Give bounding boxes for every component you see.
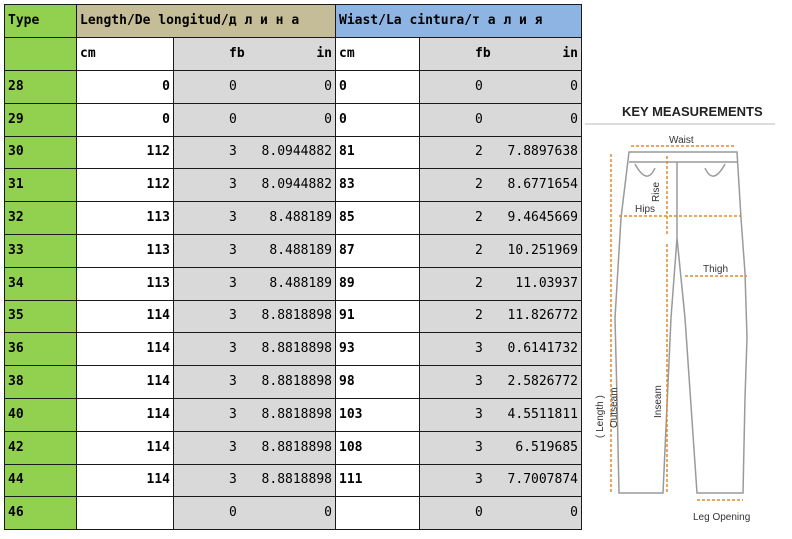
table-row — [5, 300, 582, 333]
cell-length-fb: 3 — [229, 144, 237, 160]
cell-waist-fb: 2 — [475, 308, 483, 324]
cell-length-fb: 0 — [229, 111, 237, 127]
diagram-title: KEY MEASUREMENTS — [622, 104, 763, 119]
cell-waist-cm[interactable]: 89 — [336, 267, 420, 300]
header-length[interactable]: Length/De longitud/д л и н а — [77, 5, 336, 38]
cell-waist-fb-in[interactable] — [420, 202, 582, 235]
cell-waist-fb: 3 — [475, 341, 483, 357]
cell-length-cm[interactable]: 113 — [77, 202, 174, 235]
table-row — [5, 136, 582, 169]
cell-length-cm[interactable] — [77, 497, 174, 530]
cell-waist-fb-in[interactable] — [420, 136, 582, 169]
cell-waist-in: 8.6771654 — [507, 177, 578, 193]
table-row — [5, 234, 582, 267]
cell-length-fb-in[interactable] — [174, 431, 336, 464]
subheader-length-in: in — [316, 46, 332, 61]
cell-length-cm[interactable]: 113 — [77, 267, 174, 300]
table-row — [5, 202, 582, 235]
label-rise: Rise — [651, 181, 662, 202]
table-row — [5, 103, 582, 136]
cell-waist-fb-in[interactable] — [420, 398, 582, 431]
cell-length-fb-in[interactable] — [174, 366, 336, 399]
cell-length-in: 8.0944882 — [261, 144, 332, 160]
cell-type[interactable]: 46 — [5, 497, 77, 530]
cell-length-in: 8.8818898 — [261, 341, 332, 357]
cell-waist-fb: 2 — [475, 242, 483, 258]
cell-waist-in: 9.4645669 — [507, 210, 578, 226]
cell-type[interactable]: 33 — [5, 234, 77, 267]
cell-waist-cm[interactable] — [336, 497, 420, 530]
cell-length-in: 8.8818898 — [261, 439, 332, 455]
label-thigh: Thigh — [703, 264, 729, 275]
cell-length-fb-in[interactable] — [174, 497, 336, 530]
cell-length-cm[interactable]: 114 — [77, 366, 174, 399]
subheader-waist-cm[interactable]: cm — [336, 38, 420, 71]
cell-length-in: 8.488189 — [269, 275, 332, 291]
cell-waist-cm[interactable]: 85 — [336, 202, 420, 235]
cell-waist-in: 4.5511811 — [507, 406, 578, 422]
cell-waist-cm[interactable]: 103 — [336, 398, 420, 431]
cell-length-in: 0 — [324, 111, 332, 127]
cell-length-fb: 3 — [229, 341, 237, 357]
cell-waist-fb: 3 — [475, 439, 483, 455]
cell-length-fb-in[interactable] — [174, 234, 336, 267]
cell-waist-cm[interactable]: 111 — [336, 464, 420, 497]
cell-waist-fb-in[interactable] — [420, 103, 582, 136]
label-hips: Hips — [635, 204, 656, 215]
cell-waist-in: 10.251969 — [507, 242, 578, 258]
cell-length-cm[interactable]: 112 — [77, 136, 174, 169]
cell-length-fb-in[interactable] — [174, 464, 336, 497]
cell-waist-fb: 0 — [475, 78, 483, 94]
cell-type[interactable]: 38 — [5, 366, 77, 399]
cell-waist-fb: 2 — [475, 275, 483, 291]
cell-length-fb: 0 — [229, 505, 237, 521]
cell-waist-fb-in[interactable] — [420, 497, 582, 530]
cell-length-fb: 3 — [229, 472, 237, 488]
cell-length-fb: 3 — [229, 275, 237, 291]
cell-waist-fb: 3 — [475, 374, 483, 390]
cell-length-fb-in[interactable] — [174, 333, 336, 366]
table-row — [5, 267, 582, 300]
cell-length-fb-in[interactable] — [174, 398, 336, 431]
cell-length-fb: 3 — [229, 374, 237, 390]
subheader-waist-in: in — [562, 46, 578, 61]
cell-length-cm[interactable]: 0 — [77, 71, 174, 104]
cell-length-fb-in[interactable] — [174, 169, 336, 202]
cell-length-fb: 3 — [229, 210, 237, 226]
table-row — [5, 71, 582, 104]
cell-type[interactable]: 42 — [5, 431, 77, 464]
cell-length-cm[interactable]: 0 — [77, 103, 174, 136]
cell-waist-fb-in[interactable] — [420, 234, 582, 267]
cell-waist-cm[interactable]: 87 — [336, 234, 420, 267]
cell-length-fb-in[interactable] — [174, 202, 336, 235]
cell-length-cm[interactable]: 114 — [77, 464, 174, 497]
cell-length-fb: 3 — [229, 177, 237, 193]
cell-length-in: 8.8818898 — [261, 308, 332, 324]
label-outseam: Outseam — [609, 387, 620, 428]
header-waist[interactable]: Wiast/La cintura/т а л и я — [336, 5, 582, 38]
cell-waist-fb-in[interactable] — [420, 71, 582, 104]
cell-length-fb: 3 — [229, 242, 237, 258]
cell-waist-in: 11.03937 — [515, 275, 578, 291]
cell-length-fb: 3 — [229, 439, 237, 455]
subheader-waist-fb-in[interactable] — [420, 38, 582, 71]
cell-waist-fb: 2 — [475, 144, 483, 160]
cell-type[interactable]: 30 — [5, 136, 77, 169]
cell-type[interactable]: 28 — [5, 71, 77, 104]
table-row — [5, 497, 582, 530]
cell-type[interactable]: 44 — [5, 464, 77, 497]
subheader-blank[interactable] — [5, 38, 77, 71]
table-row — [5, 398, 582, 431]
cell-waist-cm[interactable]: 93 — [336, 333, 420, 366]
cell-length-in: 8.488189 — [269, 210, 332, 226]
cell-length-fb: 3 — [229, 308, 237, 324]
subheader-length-fb: fb — [229, 46, 245, 61]
table-row — [5, 169, 582, 202]
label-waist: Waist — [669, 135, 694, 146]
cell-type[interactable]: 34 — [5, 267, 77, 300]
cell-waist-cm[interactable]: 83 — [336, 169, 420, 202]
cell-waist-fb: 3 — [475, 406, 483, 422]
cell-length-fb: 3 — [229, 406, 237, 422]
cell-length-cm[interactable]: 114 — [77, 398, 174, 431]
table-row — [5, 333, 582, 366]
cell-length-fb: 0 — [229, 78, 237, 94]
cell-waist-fb-in[interactable] — [420, 300, 582, 333]
cell-length-fb-in[interactable] — [174, 136, 336, 169]
cell-length-fb-in[interactable] — [174, 103, 336, 136]
cell-length-in: 8.488189 — [269, 242, 332, 258]
cell-length-in: 8.0944882 — [261, 177, 332, 193]
cell-waist-cm[interactable]: 108 — [336, 431, 420, 464]
cell-waist-in: 7.8897638 — [507, 144, 578, 160]
cell-waist-fb: 0 — [475, 505, 483, 521]
cell-waist-in: 6.519685 — [515, 439, 578, 455]
cell-waist-in: 11.826772 — [507, 308, 578, 324]
size-table — [4, 4, 582, 530]
cell-length-cm[interactable]: 114 — [77, 300, 174, 333]
cell-waist-fb: 0 — [475, 111, 483, 127]
cell-waist-fb-in[interactable] — [420, 366, 582, 399]
cell-type[interactable]: 36 — [5, 333, 77, 366]
cell-type[interactable]: 29 — [5, 103, 77, 136]
cell-length-fb-in[interactable] — [174, 300, 336, 333]
cell-length-in: 8.8818898 — [261, 374, 332, 390]
cell-waist-fb: 2 — [475, 177, 483, 193]
key-measurements-diagram — [585, 98, 792, 539]
label-length: ( Length ) — [595, 395, 606, 438]
cell-waist-fb: 2 — [475, 210, 483, 226]
measurement-arrows — [611, 146, 747, 500]
subheader-length-cm[interactable]: cm — [77, 38, 174, 71]
cell-length-cm[interactable]: 114 — [77, 333, 174, 366]
cell-length-in: 0 — [324, 505, 332, 521]
cell-waist-cm[interactable]: 0 — [336, 71, 420, 104]
cell-waist-in: 0.6141732 — [507, 341, 578, 357]
cell-waist-in: 0 — [570, 505, 578, 521]
cell-type[interactable]: 35 — [5, 300, 77, 333]
cell-waist-fb: 3 — [475, 472, 483, 488]
subheader-length-fb-in[interactable] — [174, 38, 336, 71]
cell-waist-fb-in[interactable] — [420, 333, 582, 366]
cell-waist-fb-in[interactable] — [420, 267, 582, 300]
cell-length-in: 8.8818898 — [261, 406, 332, 422]
cell-length-cm[interactable]: 114 — [77, 431, 174, 464]
cell-waist-in: 0 — [570, 111, 578, 127]
cell-waist-in: 0 — [570, 78, 578, 94]
cell-length-fb-in[interactable] — [174, 267, 336, 300]
cell-length-fb-in[interactable] — [174, 71, 336, 104]
cell-waist-in: 2.5826772 — [507, 374, 578, 390]
cell-type[interactable]: 40 — [5, 398, 77, 431]
cell-length-cm[interactable]: 113 — [77, 234, 174, 267]
cell-length-cm[interactable]: 112 — [77, 169, 174, 202]
table-row — [5, 464, 582, 497]
cell-type[interactable]: 31 — [5, 169, 77, 202]
table-row — [5, 431, 582, 464]
cell-waist-cm[interactable]: 81 — [336, 136, 420, 169]
subheader-waist-fb: fb — [475, 46, 491, 61]
cell-length-in: 0 — [324, 78, 332, 94]
cell-type[interactable]: 32 — [5, 202, 77, 235]
label-leg-opening: Leg Opening — [693, 512, 751, 523]
cell-waist-fb-in[interactable] — [420, 169, 582, 202]
cell-waist-cm[interactable]: 91 — [336, 300, 420, 333]
cell-waist-fb-in[interactable] — [420, 431, 582, 464]
cell-length-in: 8.8818898 — [261, 472, 332, 488]
cell-waist-fb-in[interactable] — [420, 464, 582, 497]
cell-waist-cm[interactable]: 0 — [336, 103, 420, 136]
cell-waist-cm[interactable]: 98 — [336, 366, 420, 399]
cell-waist-in: 7.7007874 — [507, 472, 578, 488]
header-type[interactable]: Type — [5, 5, 77, 38]
table-row — [5, 366, 582, 399]
label-inseam: Inseam — [653, 385, 664, 418]
